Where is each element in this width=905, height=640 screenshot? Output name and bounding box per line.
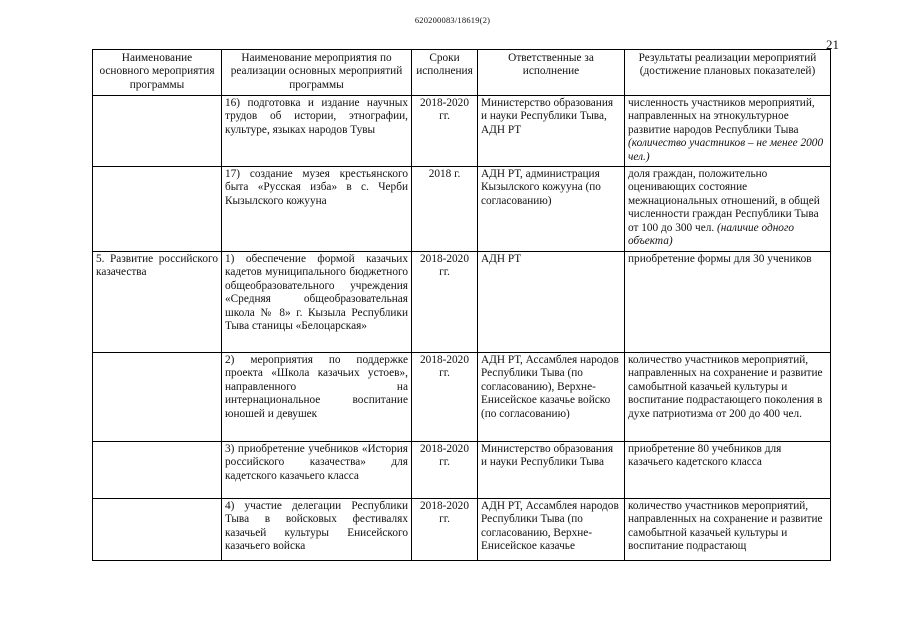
main-measure-cell [93,167,222,252]
result-cell [625,499,831,561]
measure-cell: 4) участие делегации Республики Тыва в войсковых фестивалях казачьей культуры Енисейского казачьего войска [222,499,412,561]
measure-cell: 3) приобретение учебников «История российского казачества» для кадетского казачьего класса [222,442,412,499]
main-measure-cell: 5. Развитие российского казачества [93,252,222,353]
result-text: приобретение 80 учебников для казачьего кадетского класса [628,443,782,469]
table-row [93,167,831,252]
main-measure-cell [93,96,222,167]
program-measures-table [92,49,831,561]
page-number: 21 [826,37,839,52]
column-header-main-measure: Наименование основного мероприятия программы [93,50,222,96]
result-note: (количество участников – не менее 2000 чел.) [628,137,824,163]
main-measure-cell [93,499,222,561]
responsible-cell: Министерство образования и науки Республики Тыва [478,442,625,499]
result-cell [625,442,831,499]
result-cell [625,353,831,442]
main-measure-cell [93,442,222,499]
measure-cell: 17) создание музея крестьянского быта «Русская изба» в с. Черби Кызылского кожууна [222,167,412,252]
result-note: (наличие одного объекта) [628,221,795,248]
responsible-cell: Министерство образования и науки Республики Тыва, АДН РТ [478,96,625,167]
result-text: количество участников мероприятий, направленных на сохранение и развитие самобытной казачьей культуры и воспитание подрастающего поколения в духе патриотизма от 200 до 400 чел. [628,354,823,420]
measure-cell: 16) подготовка и издание научных трудов об истории, этнографии, культуре, языках народов Тувы [222,96,412,167]
term-cell: 2018-2020 гг. [412,252,478,353]
column-header-results: Результаты реализации мероприятий (достижение плановых показателей) [625,50,831,96]
column-header-measure: Наименование мероприятия по реализации основных мероприятий программы [222,50,412,96]
responsible-cell: АДН РТ [478,252,625,353]
term-cell: 2018-2020 гг. [412,499,478,561]
table-row [93,252,831,353]
result-text: численность участников мероприятий, направленных на этнокультурное развитие народов Республики Тыва [628,97,815,136]
measure-cell: 1) обеспечение формой казачьих кадетов муниципального бюджетного общеобразовательного учреждения «Средняя общеобразовательная школа № 8» г. Кызыла Республики Тыва станицы «Белоцарская» [222,252,412,353]
result-cell [625,167,831,252]
responsible-cell: АДН РТ, Ассамблея народов Республики Тыва (по согласованию, Верхне-Енисейское казачье [478,499,625,561]
document-id: 620200083/18619(2) [414,15,491,25]
table-row [93,499,831,561]
main-measure-cell [93,353,222,442]
table-row [93,353,831,442]
column-header-responsible: Ответственные за исполнение [478,50,625,96]
column-header-term: Сроки исполнения [412,50,478,96]
term-cell: 2018-2020 гг. [412,442,478,499]
measure-cell: 2) мероприятия по поддержке проекта «Школа казачьих устоев», направленного на интернациональное воспитание юношей и девушек [222,353,412,442]
result-cell [625,96,831,167]
result-text: приобретение формы для 30 учеников [628,253,812,265]
result-text: доля граждан, положительно оценивающих состояние межнациональных отношений, в общей численности граждан Республики Тыва от 100 до 300 чел. [628,168,820,234]
table-header [93,50,831,96]
responsible-cell: АДН РТ, администрация Кызылского кожууна (по согласованию) [478,167,625,252]
term-cell: 2018 г. [412,167,478,252]
table-row [93,96,831,167]
result-cell [625,252,831,353]
term-cell: 2018-2020 гг. [412,96,478,167]
responsible-cell: АДН РТ, Ассамблея народов Республики Тыва (по согласованию), Верхне-Енисейское казачье войско (по согласованию) [478,353,625,442]
result-text: количество участников мероприятий, направленных на сохранение и развитие самобытной казачьей культуры и воспитание подрастающ [628,500,823,553]
term-cell: 2018-2020 гг. [412,353,478,442]
table-row [93,442,831,499]
